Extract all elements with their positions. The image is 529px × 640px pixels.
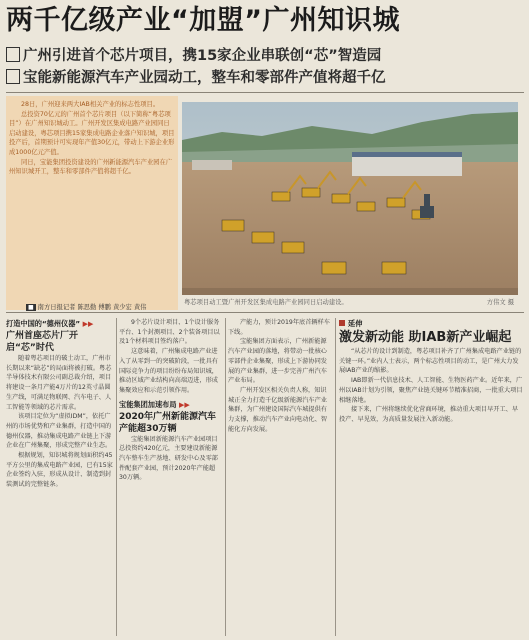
construction-photo bbox=[182, 102, 518, 295]
column-3 bbox=[228, 318, 332, 636]
section-title: 广州首座芯片厂开启“芯”时代 bbox=[6, 331, 79, 353]
lead-paragraph: 同日，宝能集团投资建设的广州新能源汽车产业园在广州知识城开工，整车和零部件产值将超千亿。 bbox=[9, 158, 173, 176]
subhead-text-1: 广州引进首个芯片项目，携15家企业串联创“芯”智造园 bbox=[23, 48, 382, 64]
photo-credit: 方伟文 摄 bbox=[486, 299, 514, 306]
column-divider bbox=[335, 318, 336, 636]
byline-text: 南方日报记者 陈思勤 傅鹏 黄少宏 黄伟 bbox=[37, 304, 147, 311]
subhead-text-2: 宝能新能源汽车产业园动工，整车和零部件产值将超千亿 bbox=[23, 70, 386, 86]
lead-paragraph: 28日，广州迎来两大IAB相关产业的标志性项目。 bbox=[21, 101, 160, 108]
divider bbox=[6, 312, 524, 313]
column-divider bbox=[225, 318, 226, 636]
photo-caption bbox=[182, 297, 518, 306]
lead-box bbox=[6, 96, 178, 310]
paragraph: 宝能集团方面表示，广州新能源汽车产业园的落地，将带动一批核心零部件企业集聚，形成上下游协同发展的产业集群，进一步完善广州汽车产业布局。 bbox=[228, 338, 327, 385]
divider bbox=[6, 92, 524, 93]
arrow-icon: ▶▶ bbox=[82, 320, 94, 328]
paragraph: 接下来，广州将继续优化营商环境，推动重大项目早开工、早投产、早见效，为高质量发展注入新动能。 bbox=[339, 406, 519, 423]
checkbox-square-icon bbox=[6, 47, 20, 62]
construction-site-image bbox=[182, 102, 518, 295]
paragraph: 随着粤芯项目的破土动工，广州市长期以来“缺芯”的局面将被打破。粤芯半导体技术有限公司副总裁介绍，项目将建设一条月产能4万片的12英寸晶圆生产线，可满足物联网、汽车电子、人工智能等领域的芯片需求。 bbox=[6, 355, 112, 411]
section-title: 激发新动能 助IAB新产业崛起 bbox=[339, 330, 512, 345]
byline-tag: ■ bbox=[28, 304, 34, 311]
caption-text: 粤芯项目动工暨广州开发区集成电路产业园同日启动建设。 bbox=[184, 299, 348, 306]
paragraph: 根据规划，知识城将规划面积约45平方公里的集成电路产业园，已有15家企业签约入驻，形成从设计、制造到封装测试的完整链条。 bbox=[6, 452, 113, 489]
section-kicker: 打造中国的“德州仪器” ▶▶ bbox=[6, 319, 94, 328]
paragraph: 宝能集团新能源汽车产业园项目总投资约420亿元，主要建设新能源汽车整车生产基地、研发中心及零部件配套产业园，预计2020年产能超30万辆。 bbox=[119, 435, 218, 482]
paragraph: 9个芯片设计项目、1个设计服务平台、1个封测项目、2个装备项目以及1个材料项目签约落户。 bbox=[119, 319, 220, 346]
paragraph: 该项目定位为“虚拟IDM”，依托广州的市场优势和产业集群，打造中国的德州仪器，推动集成电路产业链上下游企业在广州集聚，形成完整产业生态。 bbox=[6, 413, 112, 450]
section-kicker: 延伸 bbox=[339, 318, 524, 329]
headline: 两千亿级产业“加盟”广州知识城 bbox=[6, 5, 400, 36]
arrow-icon: ▶▶ bbox=[179, 400, 190, 409]
paragraph: 这意味着，广州集成电路产业进入了从零到一的突破阶段，一批具有国际竞争力的项目纷纷布局知识城，推动区域产业结构向高端迈进，形成集聚效应和示范引领作用。 bbox=[119, 348, 218, 394]
checkbox-square-icon bbox=[6, 69, 20, 84]
section-title: 2020年广州新能源汽车产能超30万辆 bbox=[119, 411, 217, 434]
paragraph: 广州开发区相关负责人称，知识城正全力打造千亿级新能源汽车产业集群，为广州建设国际汽车城提供有力支撑，推动汽车产业向电动化、智能化方向发展。 bbox=[228, 386, 327, 433]
paragraph: 产能力，预计2019年底首辆样车下线。 bbox=[228, 319, 330, 336]
square-tag-icon bbox=[339, 320, 345, 326]
column-divider bbox=[116, 318, 117, 636]
column-2 bbox=[119, 318, 223, 636]
subhead-ev bbox=[6, 68, 524, 88]
paragraph: “从芯片的设计到制造，粤芯项目补齐了广州集成电路产业链的关键一环。”业内人士表示，两个标志性项目的动工，是广州大力发展IAB产业的缩影。 bbox=[339, 348, 522, 375]
lead-paragraph: 总投资70亿元的广州首个芯片项目（以下简称“粤芯项目”）在广州知识城动工。广州开发区集成电路产业园同日启动建设，粤芯项目携15家集成电路企业落户知识城，项目投产后，首期预计可实现年产值30亿元，带动上下游企业形成1000亿元产值。 bbox=[9, 110, 175, 156]
paragraph: IAB即新一代信息技术、人工智能、生物医药产业。近年来，广州以IAB计划为引领，聚焦产业链关键环节精准招商，一批重大项目相继落地。 bbox=[339, 377, 523, 404]
column-1 bbox=[6, 318, 114, 636]
section-kicker: 宝能集团加速布局 ▶▶ bbox=[119, 399, 190, 409]
byline bbox=[26, 302, 146, 311]
column-right bbox=[339, 318, 524, 636]
subhead-chip bbox=[6, 46, 524, 66]
